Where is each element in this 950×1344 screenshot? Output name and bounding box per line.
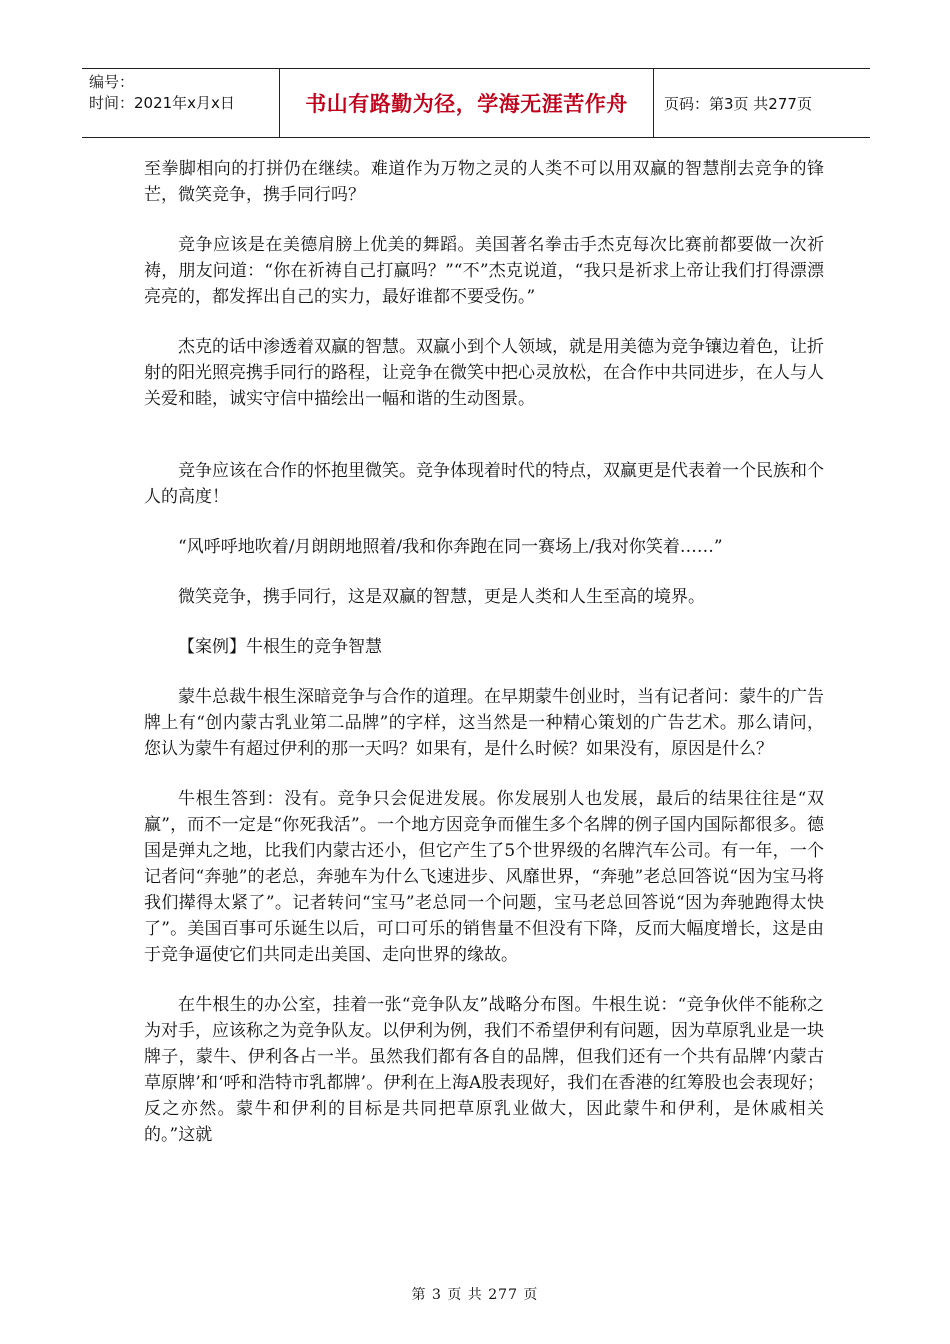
paragraph: 竞争应该是在美德肩膀上优美的舞蹈。美国著名拳击手杰克每次比赛前都要做一次祈祷，朋友问道：“你在祈祷自己打赢吗？”“不”杰克说道，“我只是祈求上帝让我们打得漂漂亮亮的，都发挥出自己的实力，最好谁都不要受伤。”: [144, 235, 824, 307]
poem-quote: “风呼呼地吹着/月朗朗地照着/我和你奔跑在同一赛场上/我对你笑着……”: [178, 537, 723, 557]
page-footer: 第 3 页 共 277 页: [411, 1287, 539, 1303]
case-heading: 【案例】牛根生的竞争智慧: [178, 637, 382, 657]
header-page-info: 页码：第3页 共277页: [664, 94, 812, 113]
paragraph: 竞争应该在合作的怀抱里微笑。竞争体现着时代的特点，双赢更是代表着一个民族和个人的高度！: [144, 461, 824, 507]
document-number-label: 编号：: [89, 73, 135, 91]
header-motto: 书山有路勤为径，学海无涯苦作舟: [280, 69, 654, 137]
header-meta: [82, 69, 280, 137]
paragraph: 蒙牛总裁牛根生深暗竞争与合作的道理。在早期蒙牛创业时，当有记者问：蒙牛的广告牌上有“创内蒙古乳业第二品牌”的字样，这当然是一种精心策划的广告艺术。那么请问，您认为蒙牛有超过伊利的那一天吗？如果有，是什么时候？如果没有，原因是什么？: [144, 687, 824, 759]
document-date: 时间：2021年x月x日: [89, 94, 235, 112]
paragraph: 在牛根生的办公室，挂着一张“竞争队友”战略分布图。牛根生说：“竞争伙伴不能称之为对手，应该称之为竞争队友。以伊利为例，我们不希望伊利有问题，因为草原乳业是一块牌子，蒙牛、伊利各占一半。虽然我们都有各自的品牌，但我们还有一个共有品牌‘内蒙古草原牌’和‘呼和浩特市乳都牌’。伊利在上海A股表现好，我们在香港的红筹股也会表现好；反之亦然。蒙牛和伊利的目标是共同把草原乳业做大，因此蒙牛和伊利，是休戚相关的。”这就: [144, 995, 824, 1145]
paragraph: 杰克的话中渗透着双赢的智慧。双赢小到个人领域，就是用美德为竞争镶边着色，让折射的阳光照亮携手同行的路程，让竞争在微笑中把心灵放松，在合作中共同进步，在人与人关爱和睦，诚实守信中描绘出一幅和谐的生动图景。: [144, 337, 824, 409]
paragraph: 牛根生答到：没有。竞争只会促进发展。你发展别人也发展，最后的结果往往是“双赢”，而不一定是“你死我活”。一个地方因竞争而催生多个名牌的例子国内国际都很多。德国是弹丸之地，比我们内蒙古还小，但它产生了5个世界级的名牌汽车公司。有一年，一个记者问“奔驰”的老总，奔驰车为什么飞速进步、风靡世界，“奔驰”老总回答说“因为宝马将我们撵得太紧了”。记者转问“宝马”老总同一个问题，宝马老总回答说“因为奔驰跑得太快了”。美国百事可乐诞生以后，可口可乐的销售量不但没有下降，反而大幅度增长，这是由于竞争逼使它们共同走出美国、走向世界的缘故。: [144, 789, 824, 965]
paragraph: 微笑竞争，携手同行，这是双赢的智慧，更是人类和人生至高的境界。: [178, 587, 705, 607]
page-header: [82, 68, 870, 138]
body-text: [144, 156, 824, 1172]
paragraph: 至拳脚相向的打拼仍在继续。难道作为万物之灵的人类不可以用双赢的智慧削去竞争的锋芒，微笑竞争，携手同行吗？: [144, 159, 824, 205]
